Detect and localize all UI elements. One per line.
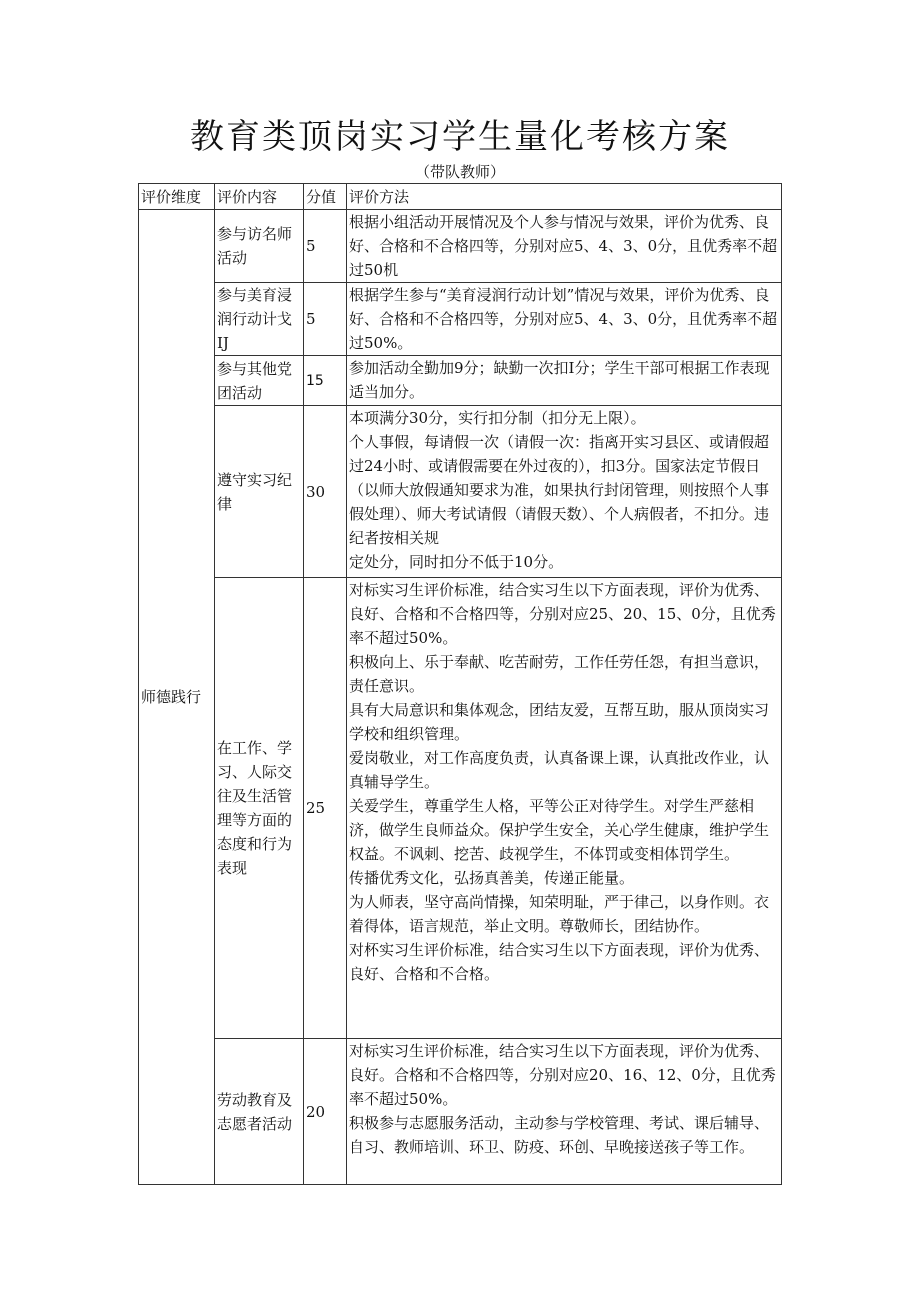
page-subtitle: （带队教师） (414, 163, 505, 181)
content-cell: 参与其他党团活动 (215, 356, 304, 406)
method-paragraph: 具有大局意识和集体观念，团结友爱，互帮互助，服从顶岗实习学校和组织管理。 (349, 701, 770, 743)
score-cell: 20 (304, 1039, 347, 1185)
method-paragraph: 根据小组活动开展情况及个人参与情况与效果，评价为优秀、良好、合格和不合格四等，分别对应5、4、3、0分，且优秀率不超过50机 (349, 213, 778, 279)
assessment-table (138, 183, 782, 1185)
method-paragraph: 对标实习生评价标准，结合实习生以下方面表现，评价为优秀、良好。合格和不合格四等，分别对应20、16、12、0分，且优秀率不超过50%。 (349, 1042, 776, 1108)
score-cell: 5 (304, 210, 347, 283)
method-cell (347, 356, 782, 406)
table-row (139, 210, 782, 283)
method-paragraph: 爱岗敬业，对工作高度负责，认真备课上课，认真批改作业，认真辅导学生。 (349, 749, 770, 791)
method-cell (347, 406, 782, 578)
method-paragraph: 积极向上、乐于奉献、吃苦耐劳，工作任劳任怨，有担当意识，责任意识。 (349, 653, 770, 695)
header-score: 分值 (304, 184, 347, 210)
method-paragraph: 积极参与志愿服务活动，主动参与学校管理、考试、课后辅导、自习、教师培训、环卫、防疫、环创、早晚接送孩子等工作。 (349, 1114, 770, 1156)
score-cell: 30 (304, 406, 347, 578)
method-paragraph: 传播优秀文化，弘扬真善美，传递正能量。 (349, 869, 635, 887)
method-cell (347, 1039, 782, 1185)
method-paragraph: 本项满分30分，实行扣分制（扣分无上限）。 (349, 409, 646, 427)
table-row (139, 578, 782, 1039)
score-value: 15 (306, 373, 324, 389)
score-cell (304, 356, 347, 406)
dimension-cell: 师德践行 (139, 210, 215, 1185)
method-paragraph: 根据学生参与“美育浸润行动计划”情况与效果，评价为优秀、良好、合格和不合格四等，分别对应5、4、3、0分，且优秀率不超过50%。 (349, 286, 778, 352)
score-cell: 5 (304, 283, 347, 356)
content-cell: 参与美育浸润行动计戈IJ (215, 283, 304, 356)
header-method: 评价方法 (347, 184, 782, 210)
content-cell: 劳动教育及志愿者活动 (215, 1039, 304, 1185)
content-cell: 在工作、学习、人际交往及生活管理等方面的态度和行为表现 (215, 578, 304, 1039)
method-paragraph: 参加活动全勤加9分；缺勤一次扣I分；学生干部可根据工作表现适当加分。 (349, 359, 770, 401)
score-cell: 25 (304, 578, 347, 1039)
method-paragraph: 个人事假，每请假一次（请假一次：指离开实习县区、或请假超过24小时、或请假需要在外过夜的），扣3分。国家法定节假日（以师大放假通知要求为准，如果执行封闭管理，则按照个人事假处理）、师大考试请假（请假天数）、个人病假者，不扣分。违纪者按相关规 (349, 433, 770, 547)
header-dimension: 评价维度 (139, 184, 215, 210)
table-row (139, 1039, 782, 1185)
content-cell: 参与访名师活动 (215, 210, 304, 283)
header-content: 评价内容 (215, 184, 304, 210)
method-cell (347, 283, 782, 356)
page-title: 教育类顶岗实习学生量化考核方案 (190, 117, 730, 157)
method-paragraph: 定处分，同时扣分不低于10分。 (349, 553, 564, 571)
table-header-row (139, 184, 782, 210)
method-paragraph: 对杯实习生评价标准，结合实习生以下方面表现，评价为优秀、良好、合格和不合格。 (349, 941, 770, 983)
method-paragraph: 为人师表，坚守高尚情操，知荣明耻，严于律己，以身作则。衣着得体，语言规范，举止文明。尊敬师长，团结协作。 (349, 893, 770, 935)
method-cell (347, 210, 782, 283)
method-paragraph: 对标实习生评价标准，结合实习生以下方面表现，评价为优秀、良好、合格和不合格四等，分别对应25、20、15、0分，且优秀率不超过50%。 (349, 581, 776, 647)
table-row (139, 356, 782, 406)
table-row (139, 283, 782, 356)
method-paragraph: 关爱学生，尊重学生人格，平等公正对待学生。对学生严慈相济，做学生良师益众。保护学生安全，关心学生健康，维护学生权益。不讽刺、挖苦、歧视学生，不体罚或变相体罚学生。 (349, 797, 770, 863)
content-cell: 遵守实习纪律 (215, 406, 304, 578)
method-cell (347, 578, 782, 1039)
table-row (139, 406, 782, 578)
